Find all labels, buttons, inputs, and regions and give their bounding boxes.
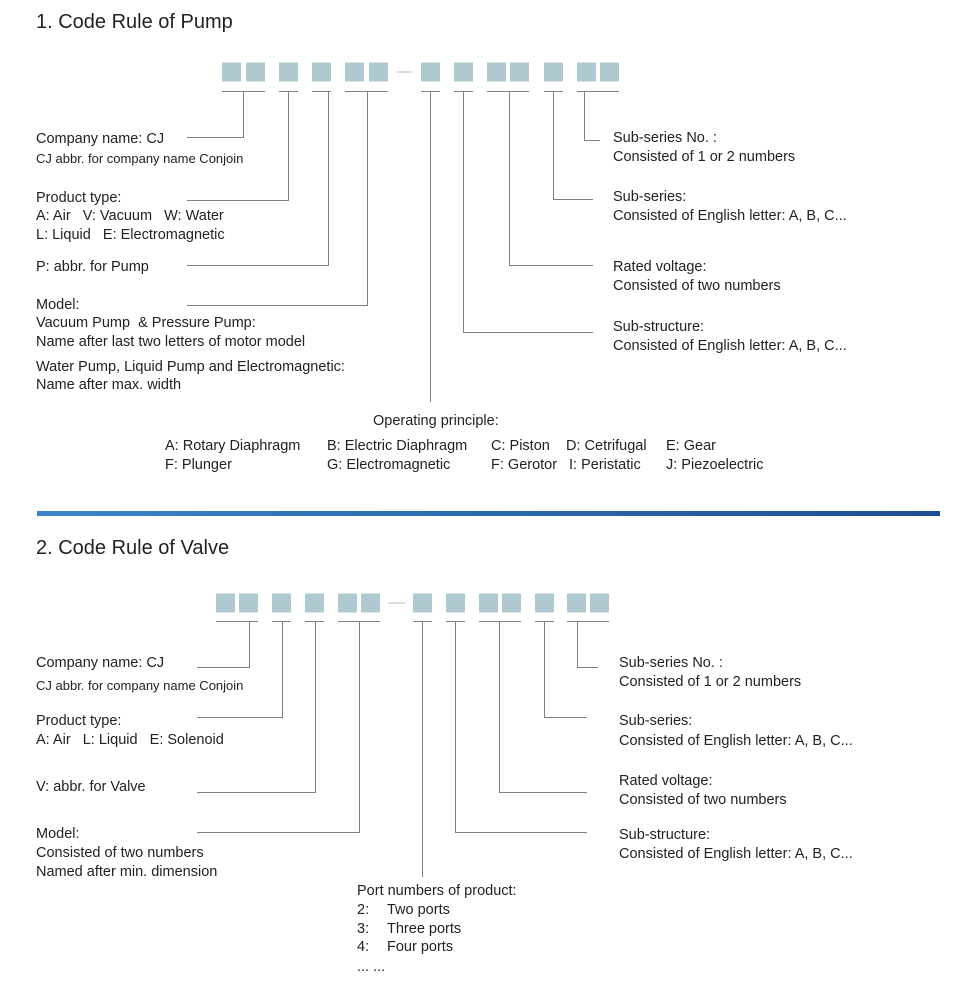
connector-line: [197, 622, 283, 718]
code-box: [279, 63, 298, 82]
connector-line: [187, 92, 368, 306]
code-box: [361, 594, 380, 613]
code-box: [479, 594, 498, 613]
code-box: [413, 594, 432, 613]
pump-model-line3: Water Pump, Liquid Pump and Electromagnetic:: [36, 359, 345, 375]
pump-rated-voltage-label: Rated voltage:: [613, 259, 707, 275]
code-box: [338, 594, 357, 613]
pump-company-note: CJ abbr. for company name Conjoin: [36, 151, 244, 166]
port-numbers-label: Port numbers of product:: [357, 883, 517, 899]
code-box: [222, 63, 241, 82]
operating-principle-item: F: Gerotor: [491, 457, 558, 473]
pump-product-type-label: Product type:: [36, 190, 122, 206]
connector-line: [187, 92, 289, 201]
code-box: [312, 63, 331, 82]
valve-model-label: Model:: [36, 826, 80, 842]
connector-line: [510, 92, 594, 266]
pump-product-type-line1: A: Air V: Vacuum W: Water: [36, 208, 224, 224]
code-box: [345, 63, 364, 82]
pump-sub-series-no-label: Sub-series No. :: [613, 130, 717, 146]
code-box: [577, 63, 596, 82]
valve-sub-series-no-desc: Consisted of 1 or 2 numbers: [619, 674, 802, 690]
pump-sub-structure-label: Sub-structure:: [613, 319, 705, 335]
code-box: [510, 63, 529, 82]
operating-principle-item: A: Rotary Diaphragm: [165, 438, 301, 454]
pump-sub-structure-desc: Consisted of English letter: A, B, C...: [613, 338, 847, 354]
valve-company-label: Company name: CJ: [36, 655, 165, 671]
code-box: [446, 594, 465, 613]
code-box: [567, 594, 586, 613]
valve-product-type-line1: A: Air L: Liquid E: Solenoid: [36, 732, 224, 748]
connector-line: [585, 92, 601, 141]
port-text: Three ports: [387, 921, 462, 937]
port-number: 3:: [357, 921, 370, 937]
pump-sub-series-desc: Consisted of English letter: A, B, C...: [613, 208, 847, 224]
pump-sub-series-label: Sub-series:: [613, 189, 687, 205]
operating-principle-item: J: Piezoelectric: [666, 457, 764, 473]
port-text: Two ports: [387, 902, 450, 918]
valve-product-type-label: Product type:: [36, 713, 122, 729]
port-number: 4:: [357, 939, 370, 955]
pump-rated-voltage-desc: Consisted of two numbers: [613, 278, 781, 294]
pump-model-line1: Vacuum Pump & Pressure Pump:: [36, 315, 256, 331]
valve-rated-voltage-desc: Consisted of two numbers: [619, 792, 787, 808]
pump-sub-series-no-desc: Consisted of 1 or 2 numbers: [613, 149, 796, 165]
pump-model-label: Model:: [36, 297, 80, 313]
valve-sub-series-desc: Consisted of English letter: A, B, C...: [619, 733, 853, 749]
pump-model-line2: Name after last two letters of motor model: [36, 334, 306, 350]
connector-line: [197, 622, 360, 833]
valve-abbr: V: abbr. for Valve: [36, 779, 146, 795]
connector-line: [500, 622, 588, 793]
code-box: [239, 594, 258, 613]
operating-principle-item: C: Piston: [491, 438, 550, 454]
code-box: [246, 63, 265, 82]
valve-model-line1: Consisted of two numbers: [36, 845, 204, 861]
code-box: [421, 63, 440, 82]
operating-principle-item: F: Plunger: [165, 457, 232, 473]
valve-sub-series-label: Sub-series:: [619, 713, 693, 729]
pump-company-label: Company name: CJ: [36, 131, 165, 147]
port-number: 2:: [357, 902, 370, 918]
valve-sub-series-no-label: Sub-series No. :: [619, 655, 723, 671]
operating-principle-item: G: Electromagnetic: [327, 457, 451, 473]
operating-principle-item: I: Peristatic: [569, 457, 641, 473]
code-box: [305, 594, 324, 613]
code-box: [600, 63, 619, 82]
section-divider: [37, 511, 940, 516]
code-box: [369, 63, 388, 82]
connector-line: [545, 622, 588, 718]
connector-line: [464, 92, 594, 333]
code-box: [590, 594, 609, 613]
valve-model-line2: Named after min. dimension: [36, 864, 218, 880]
port-text: Four ports: [387, 939, 454, 955]
connector-line: [197, 622, 316, 793]
port-more: ... ...: [357, 959, 386, 975]
valve-title: 2. Code Rule of Valve: [36, 537, 230, 559]
code-box: [216, 594, 235, 613]
operating-principle-item: E: Gear: [666, 438, 716, 454]
operating-principle-label: Operating principle:: [373, 413, 499, 429]
code-box: [535, 594, 554, 613]
operating-principle-item: B: Electric Diaphragm: [327, 438, 468, 454]
code-box: [454, 63, 473, 82]
pump-product-type-line2: L: Liquid E: Electromagnetic: [36, 227, 225, 243]
pump-model-line4: Name after max. width: [36, 377, 182, 393]
valve-sub-structure-label: Sub-structure:: [619, 827, 711, 843]
code-box: [272, 594, 291, 613]
connector-line: [578, 622, 599, 668]
valve-sub-structure-desc: Consisted of English letter: A, B, C...: [619, 846, 853, 862]
connector-line: [187, 92, 244, 138]
code-box: [544, 63, 563, 82]
connector-line: [197, 622, 250, 668]
code-box: [502, 594, 521, 613]
pump-title: 1. Code Rule of Pump: [36, 11, 233, 33]
connector-line: [456, 622, 588, 833]
valve-rated-voltage-label: Rated voltage:: [619, 773, 713, 789]
pump-abbr: P: abbr. for Pump: [36, 259, 149, 275]
code-box: [487, 63, 506, 82]
connector-line: [554, 92, 594, 200]
valve-company-note: CJ abbr. for company name Conjoin: [36, 678, 244, 693]
operating-principle-item: D: Cetrifugal: [566, 438, 647, 454]
